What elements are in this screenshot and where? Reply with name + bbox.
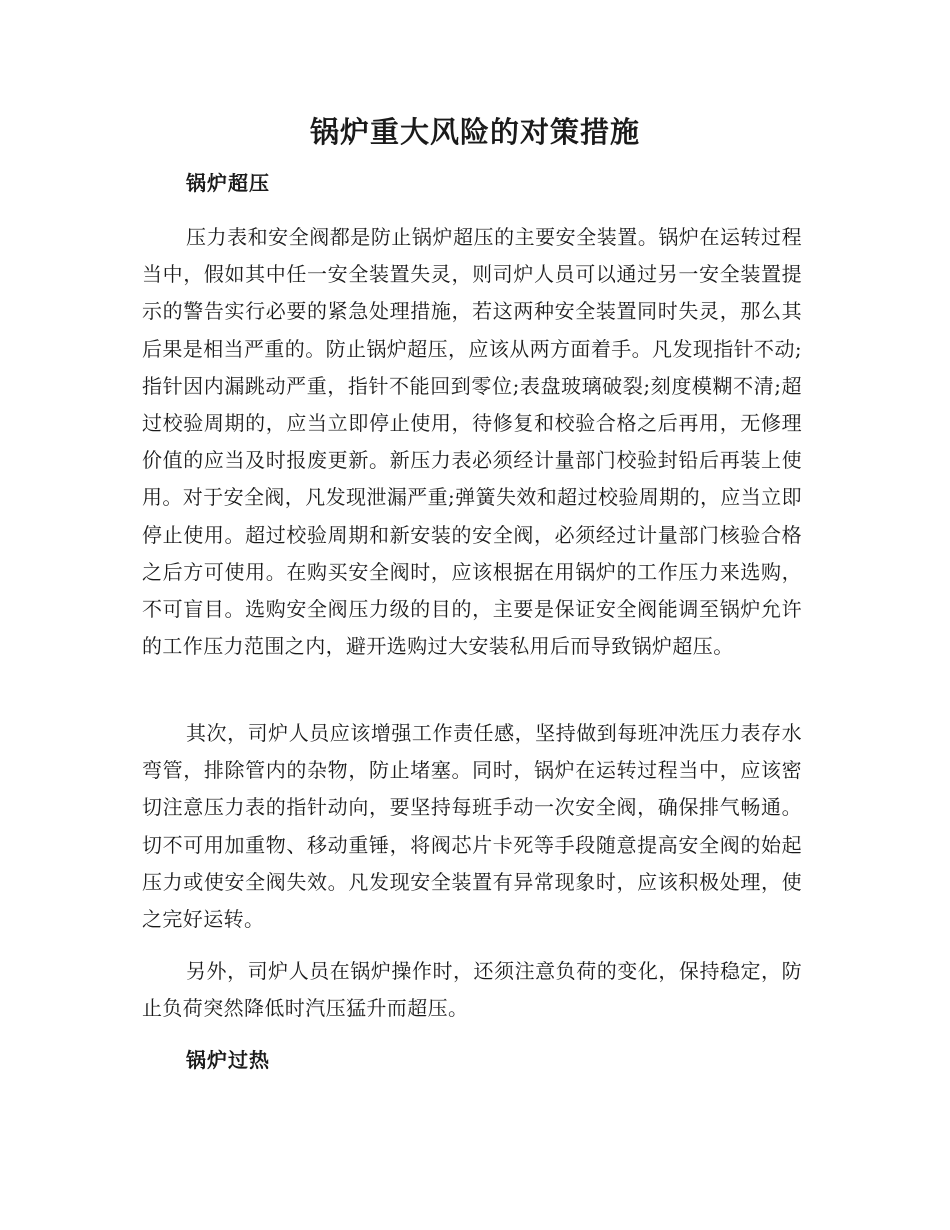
paragraph-operator-responsibility: 其次，司炉人员应该增强工作责任感，坚持做到每班冲洗压力表存水弯管，排除管内的杂物，防止堵塞。同时，锅炉在运转过程当中，应该密切注意压力表的指针动向，要坚持每班手动一次安全阀，确保排气畅通。切不可用加重物、移动重锤，将阀芯片卡死等手段随意提高安全阀的始起压力或使安全阀失效。凡发现安全装置有异常现象时，应该积极处理，使之完好运转。	[142, 721, 802, 932]
section-heading-overheating: 锅炉过热	[186, 1048, 270, 1072]
paragraph-safety-devices: 压力表和安全阀都是防止锅炉超压的主要安全装置。锅炉在运转过程当中，假如其中任一安全装置失灵，则司炉人员可以通过另一安全装置提示的警告实行必要的紧急处理措施，若这两种安全装置同时失灵，那么其后果是相当严重的。防止锅炉超压，应该从两方面着手。凡发现指针不动;指针因内漏跳动严重，指针不能回到零位;表盘玻璃破裂;刻度模糊不清;超过校验周期的，应当立即停止使用，待修复和校验合格之后再用，无修理价值的应当及时报废更新。新压力表必须经计量部门校验封铅后再装上使用。对于安全阀，凡发现泄漏严重;弹簧失效和超过校验周期的，应当立即停止使用。超过校验周期和新安装的安全阀，必须经过计量部门核验合格之后方可使用。在购买安全阀时，应该根据在用锅炉的工作压力来选购，不可盲目。选购安全阀压力级的目的，主要是保证安全阀能调至锅炉允许的工作压力范围之内，避开选购过大安装私用后而导致锅炉超压。	[142, 225, 802, 659]
section-heading-overpressure: 锅炉超压	[186, 171, 270, 195]
paragraph-load-variation: 另外，司炉人员在锅炉操作时，还须注意负荷的变化，保持稳定，防止负荷突然降低时汽压猛升而超压。	[142, 959, 802, 1021]
document-title: 锅炉重大风险的对策措施	[309, 115, 640, 149]
